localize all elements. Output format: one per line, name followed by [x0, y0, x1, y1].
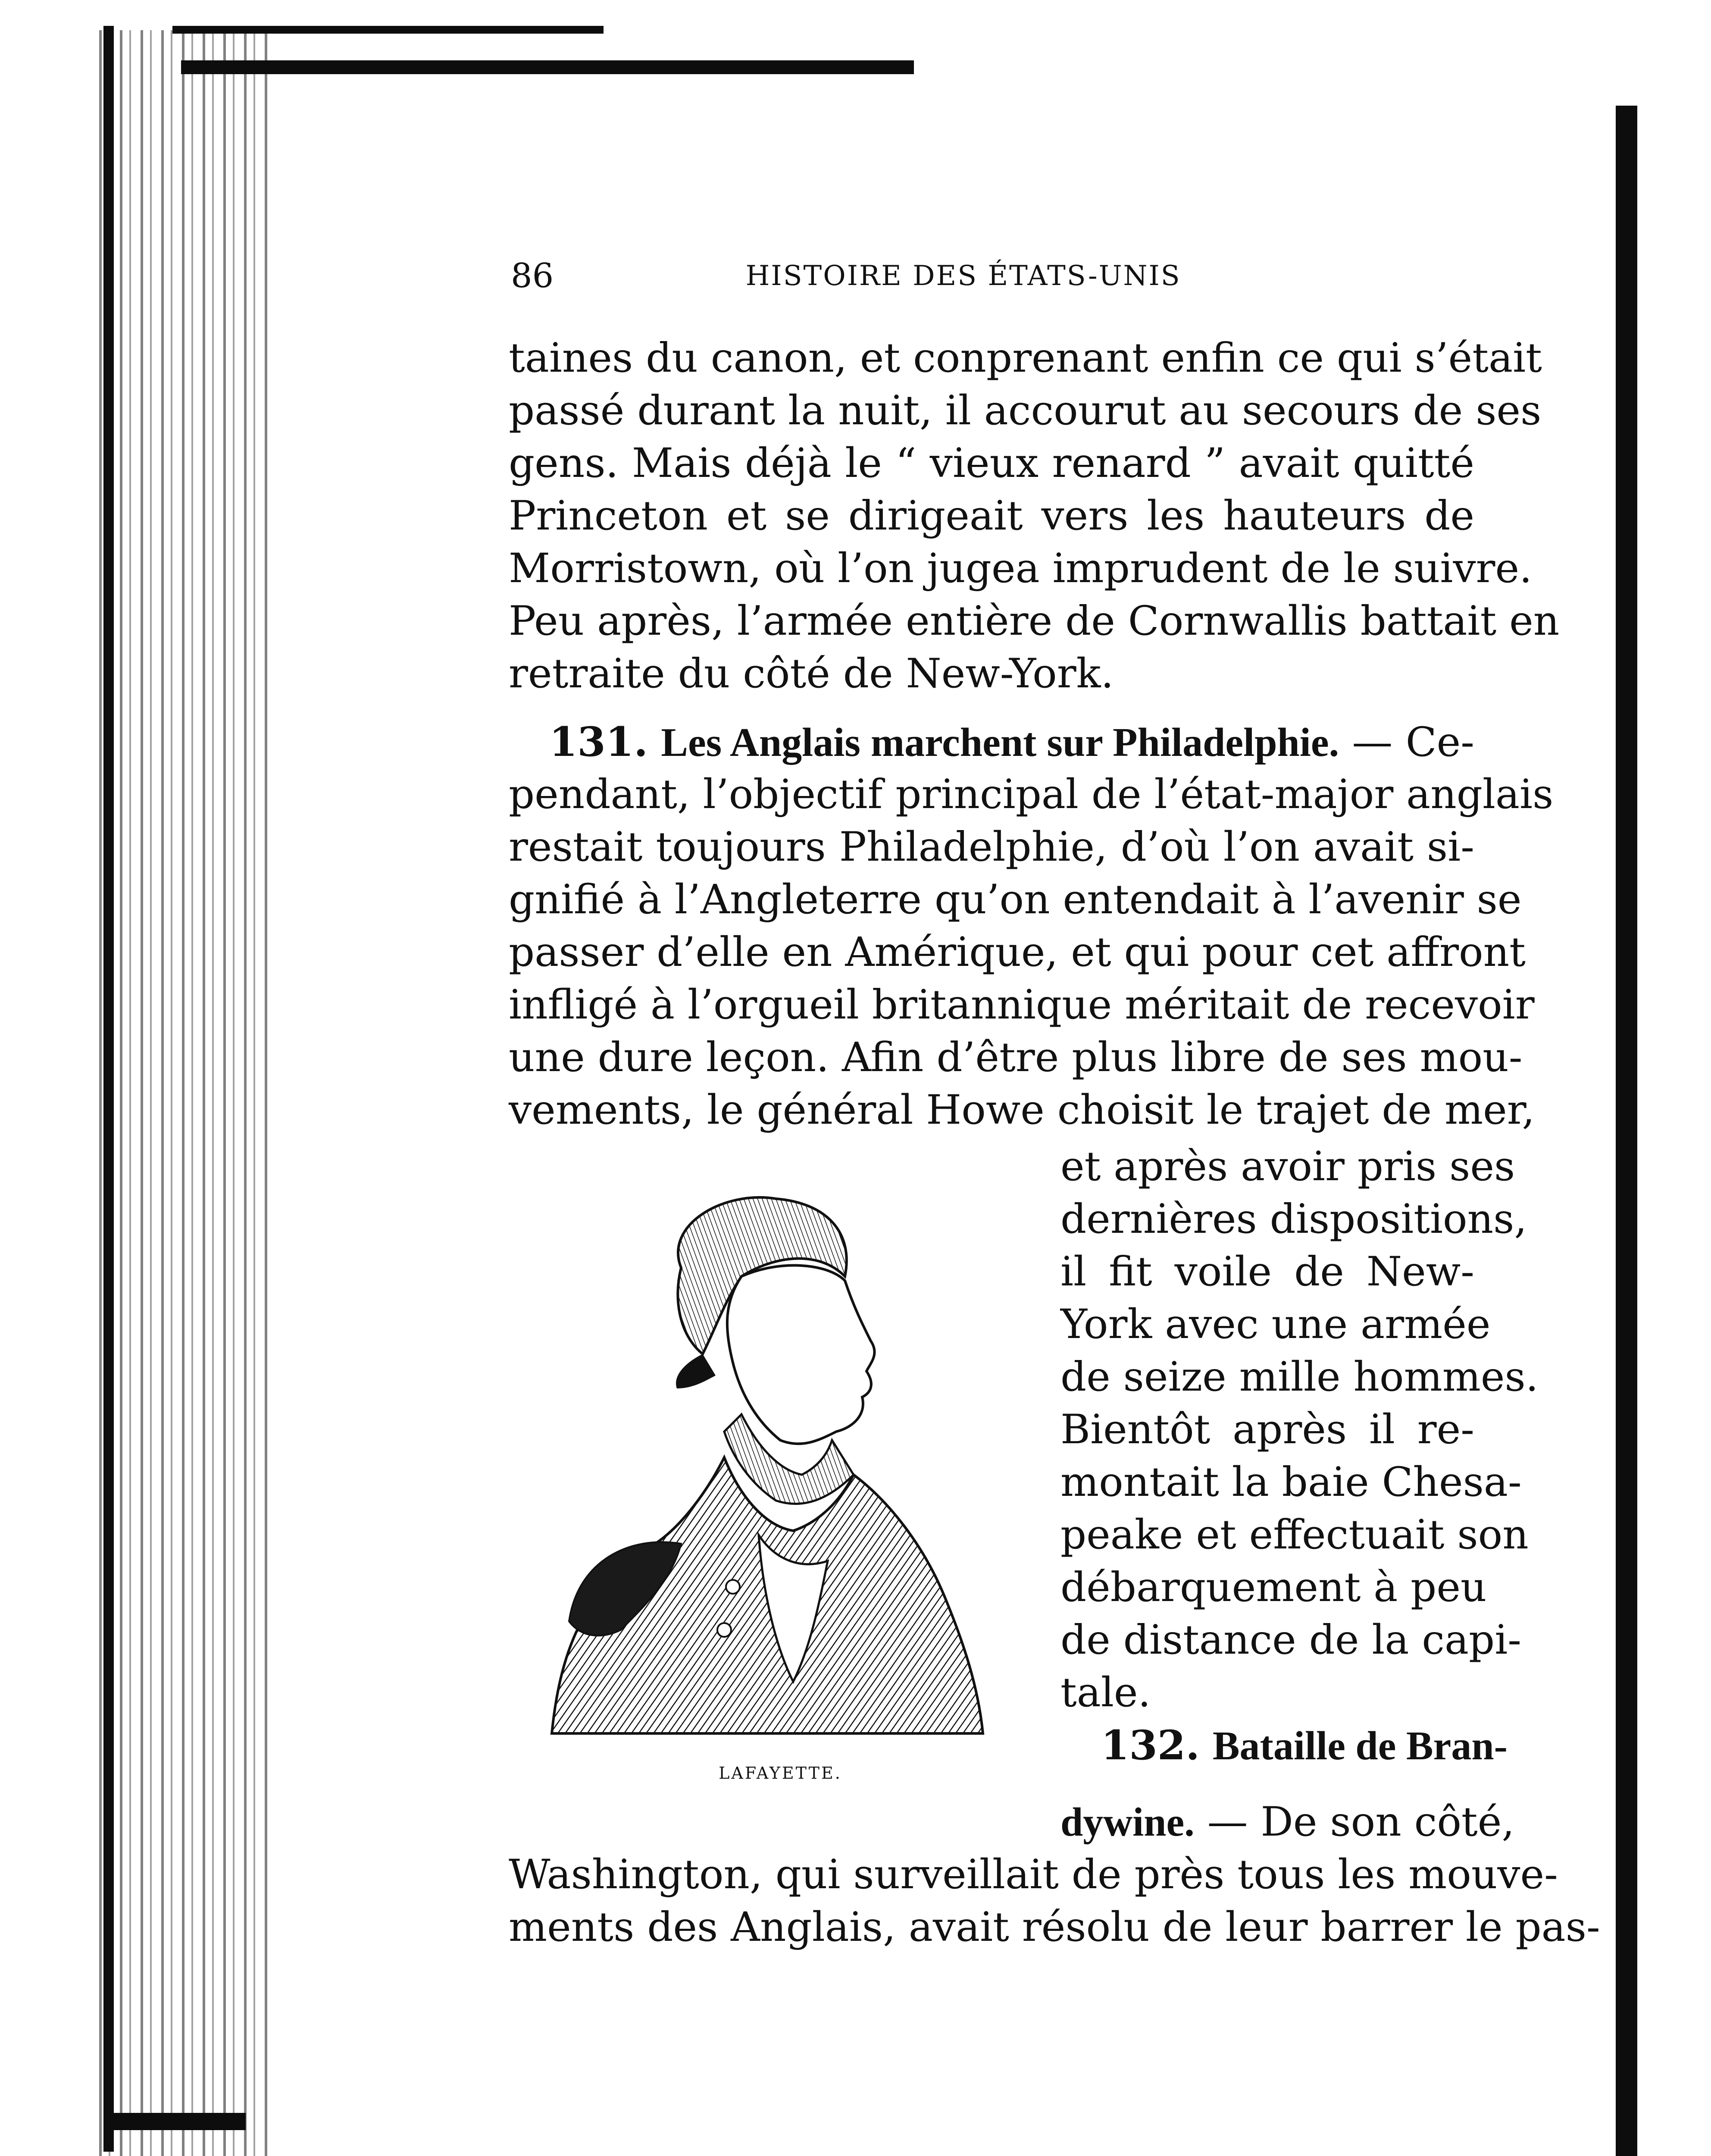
text-line: débarquement à peu [1060, 1564, 1487, 1611]
page-edge-right-rule [1616, 106, 1637, 2156]
text-line: il fit voile de New- [1060, 1248, 1474, 1295]
page-edge-left [99, 30, 272, 2156]
text-line: gnifié à l’Angleterre qu’on entendait à l’avenir se [509, 876, 1522, 923]
section-title-continued: dywine. [1060, 1800, 1195, 1845]
text-line: Bientôt après il re- [1060, 1406, 1474, 1453]
text-line: Washington, qui surveillait de près tous les mouve- [509, 1851, 1558, 1898]
text-line: tale. [1060, 1669, 1151, 1716]
section-132-heading [1060, 1719, 1508, 1772]
page-edge-top-rule-2 [172, 26, 604, 34]
text-line: dernières dispositions, [1060, 1196, 1527, 1243]
text-line: peake et effectuait son [1060, 1511, 1529, 1558]
text-fragment: — De son côté, [1207, 1799, 1515, 1846]
section-number: 132. [1101, 1722, 1200, 1769]
face-profile [727, 1266, 875, 1444]
text-line: Morristown, où l’on jugea imprudent de le suivre. [509, 545, 1533, 592]
coat-button [717, 1623, 731, 1637]
text-line: de distance de la capi- [1060, 1617, 1522, 1664]
page-edge-top-rule [181, 60, 914, 74]
paragraph-continuation [509, 332, 1560, 700]
section-131-wrapped [1060, 1141, 1539, 1772]
figure-caption: LAFAYETTE. [719, 1764, 842, 1783]
text-line: Peu après, l’armée entière de Cornwallis battait en [509, 598, 1560, 645]
section-131 [509, 716, 1554, 1137]
text-line: retraite du côté de New-York. [509, 650, 1114, 697]
text-fragment: — Ce- [1352, 719, 1475, 766]
section-number: 131. [549, 718, 648, 766]
text-line: York avec une armée [1060, 1301, 1491, 1348]
text-line: restait toujours Philadelphie, d’où l’on avait si- [509, 824, 1474, 871]
text-line: taines du canon, et conprenant enfin ce qui s’était [509, 335, 1542, 382]
text-line: montait la baie Chesa- [1060, 1459, 1522, 1506]
text-line: une dure leçon. Afin d’être plus libre de ses mou- [509, 1034, 1523, 1081]
coat-button [726, 1580, 740, 1594]
running-title: HISTOIRE DES ÉTATS-UNIS [745, 260, 1181, 292]
text-line: et après avoir pris ses [1060, 1143, 1515, 1190]
text-line: passé durant la nuit, il accourut au secours de ses [509, 387, 1542, 434]
section-132 [509, 1796, 1600, 1954]
lafayette-portrait [500, 1173, 1030, 1751]
queue-ribbon [676, 1354, 716, 1388]
text-line: ments des Anglais, avait résolu de leur barrer le pas- [509, 1904, 1600, 1951]
text-line [509, 1796, 1515, 1849]
text-line: Princeton et se dirigeait vers les hauteurs de [509, 492, 1474, 539]
text-line: passer d’elle en Amérique, et qui pour cet affront [509, 929, 1526, 976]
section-title: Bataille de Bran- [1212, 1724, 1508, 1768]
text-line: gens. Mais déjà le “ vieux renard ” avait quitté [509, 440, 1474, 487]
page-number: 86 [511, 257, 554, 295]
section-heading-line [509, 716, 1474, 768]
text-line: de seize mille hommes. [1060, 1354, 1539, 1401]
page-header [511, 252, 1485, 300]
text-line: vements, le général Howe choisit le trajet de mer, [509, 1087, 1535, 1134]
page-edge-bottom-rule [103, 2113, 246, 2130]
page-edge-left-rule [103, 26, 114, 2152]
text-line: pendant, l’objectif principal de l’état-major anglais [509, 771, 1554, 818]
text-line: infligé à l’orgueil britannique méritait de recevoir [509, 981, 1535, 1028]
section-title: Les Anglais marchent sur Philadelphie. [661, 720, 1339, 765]
